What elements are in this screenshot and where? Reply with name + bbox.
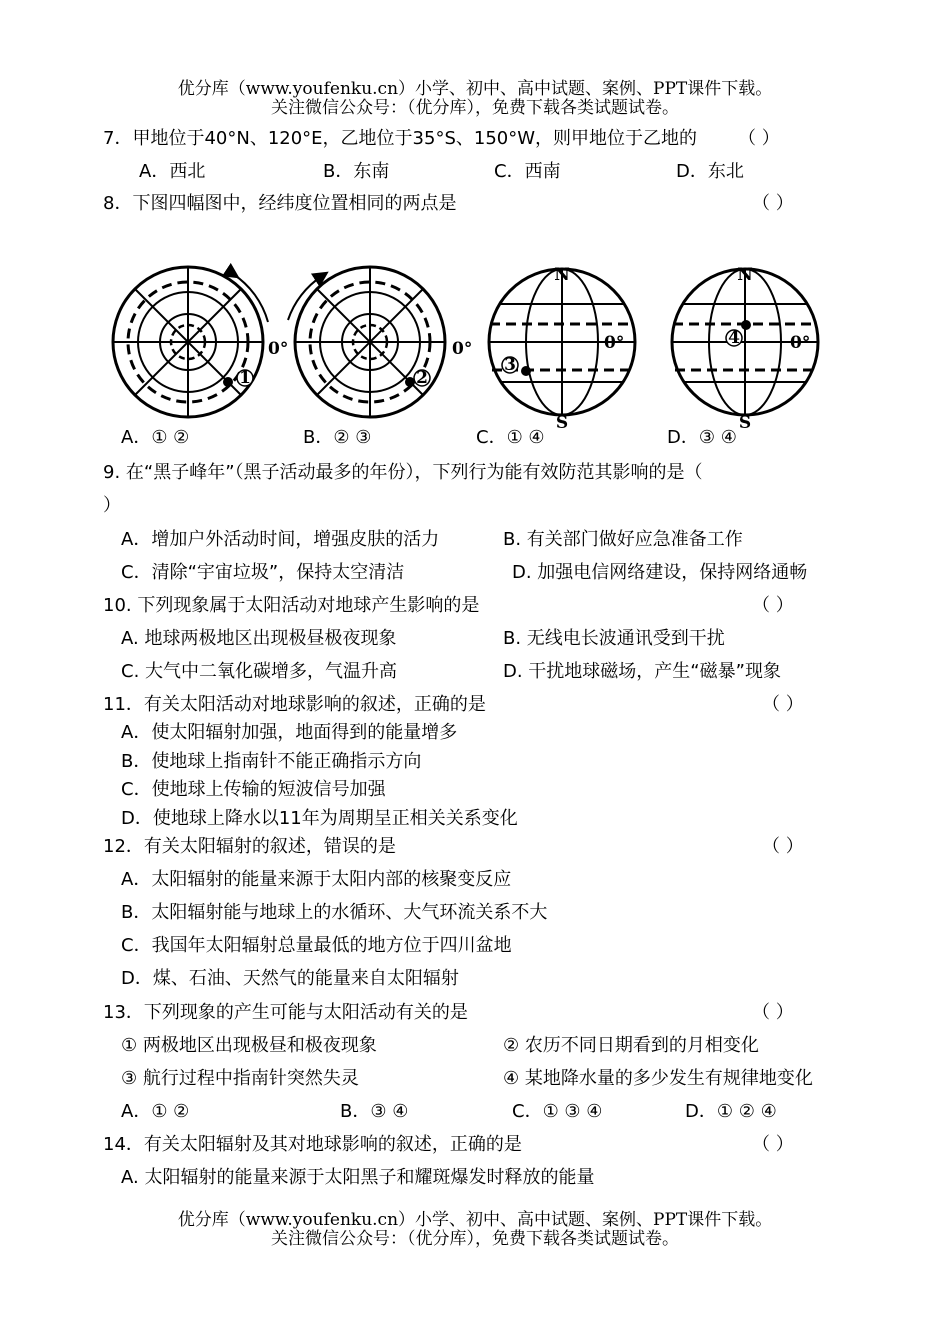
q7-stem: 7．甲地位于40°N、120°E，乙地位于35°S、150°W，则甲地位于乙地的: [103, 128, 698, 149]
q11-stem: 11．有关太阳活动对地球影响的叙述，正确的是: [103, 694, 486, 715]
q7-option-d: D．东北: [676, 161, 744, 182]
q7-answer-paren: （ ）: [738, 128, 780, 149]
q10-option-b: B. 无线电长波通讯受到干扰: [503, 628, 725, 649]
q13-option-a: A．① ②: [121, 1101, 190, 1122]
point-4-dot: [741, 320, 751, 330]
point-2-label: 2: [416, 368, 428, 388]
q12-answer-paren: （ ）: [762, 836, 804, 857]
q11-answer-paren: （ ）: [762, 694, 804, 715]
q9-option-b: B. 有关部门做好应急准备工作: [503, 529, 743, 550]
polar-diagram-1: [113, 267, 268, 417]
q9-option-c: C．清除“宇宙垃圾”，保持太空清洁: [121, 562, 405, 583]
q13-item-4: ④ 某地降水量的多少发生有规律地变化: [503, 1068, 813, 1089]
q10-option-d: D. 干扰地球磁场，产生“磁暴”现象: [503, 661, 781, 682]
q13-stem: 13．下列现象的产生可能与太阳活动有关的是: [103, 1002, 468, 1023]
q8-option-c: C．① ④: [476, 427, 545, 448]
q9-option-d: D. 加强电信网络建设，保持网络通畅: [512, 562, 808, 583]
q7-option-c: C．西南: [494, 161, 561, 182]
equator-label-1: 0°: [268, 339, 289, 359]
q7-option-b: B．东南: [323, 161, 390, 182]
point-4-label: 4: [728, 328, 740, 348]
q12-stem: 12．有关太阳辐射的叙述，错误的是: [103, 836, 396, 857]
q8-option-a: A．① ②: [121, 427, 190, 448]
q11-option-a: A．使太阳辐射加强，地面得到的能量增多: [121, 722, 458, 743]
q7-option-a: A．西北: [139, 161, 206, 182]
point-1-dot: [223, 377, 233, 387]
point-3-dot: [521, 366, 531, 376]
q9-stem: 9. 在“黑子峰年”（黑子活动最多的年份），下列行为能有效防范其影响的是（: [103, 462, 703, 483]
header-line-1: 优分库（www.youfenku.cn）小学、初中、高中试题、案例、PPT课件下载。: [177, 79, 773, 99]
q13-option-c: C．① ③ ④: [512, 1101, 603, 1122]
equator-label-4: 0°: [790, 333, 811, 353]
q10-stem: 10. 下列现象属于太阳活动对地球产生影响的是: [103, 595, 480, 616]
q12-option-b: B．太阳辐射能与地球上的水循环、大气环流关系不大: [121, 902, 548, 923]
footer-line-1: 优分库（www.youfenku.cn）小学、初中、高中试题、案例、PPT课件下载。: [177, 1210, 773, 1230]
q10-option-a: A. 地球两极地区出现极昼极夜现象: [121, 628, 397, 649]
q13-item-3: ③ 航行过程中指南针突然失灵: [121, 1068, 359, 1089]
q14-answer-paren: （ ）: [752, 1134, 794, 1155]
polar-diagram-2: [288, 267, 445, 417]
q10-answer-paren: （ ）: [752, 595, 794, 616]
equator-label-2: 0°: [452, 339, 473, 359]
q13-item-1: ① 两极地区出现极昼和极夜现象: [121, 1035, 377, 1056]
q13-answer-paren: （ ）: [752, 1002, 794, 1023]
north-label-4: N: [737, 265, 753, 285]
q8-figure: [100, 262, 840, 432]
q13-option-d: D．① ② ④: [685, 1101, 777, 1122]
south-label-4: S: [738, 413, 752, 432]
header-line-2: 关注微信公众号：（优分库），免费下载各类试题试卷。: [271, 98, 679, 118]
q9-stem-end: ）: [103, 495, 121, 516]
equator-label-3: 0°: [604, 333, 625, 353]
point-1-label: 1: [239, 368, 251, 388]
point-3-label: 3: [504, 355, 516, 375]
q8-option-d: D．③ ④: [667, 427, 737, 448]
q8-stem: 8．下图四幅图中，经纬度位置相同的两点是: [103, 193, 457, 214]
q11-option-d: D．使地球上降水以11年为周期呈正相关关系变化: [121, 808, 518, 829]
q13-item-2: ② 农历不同日期看到的月相变化: [503, 1035, 759, 1056]
q12-option-a: A．太阳辐射的能量来源于太阳内部的核聚变反应: [121, 869, 512, 890]
q10-option-c: C. 大气中二氧化碳增多，气温升高: [121, 661, 398, 682]
q9-option-a: A．增加户外活动时间，增强皮肤的活力: [121, 529, 440, 550]
south-label-3: S: [555, 413, 569, 432]
q14-stem: 14．有关太阳辐射及其对地球影响的叙述，正确的是: [103, 1134, 522, 1155]
q13-option-b: B．③ ④: [340, 1101, 409, 1122]
q8-option-b: B．② ③: [303, 427, 372, 448]
q12-option-d: D．煤、石油、天然气的能量来自太阳辐射: [121, 968, 459, 989]
north-label-3: N: [554, 265, 570, 285]
footer-line-2: 关注微信公众号：（优分库），免费下载各类试题试卷。: [271, 1229, 679, 1249]
q8-answer-paren: （ ）: [752, 193, 794, 214]
q11-option-c: C．使地球上传输的短波信号加强: [121, 779, 386, 800]
q14-option-a: A. 太阳辐射的能量来源于太阳黑子和耀斑爆发时释放的能量: [121, 1167, 595, 1188]
q11-option-b: B．使地球上指南针不能正确指示方向: [121, 751, 422, 772]
q12-option-c: C．我国年太阳辐射总量最低的地方位于四川盆地: [121, 935, 512, 956]
